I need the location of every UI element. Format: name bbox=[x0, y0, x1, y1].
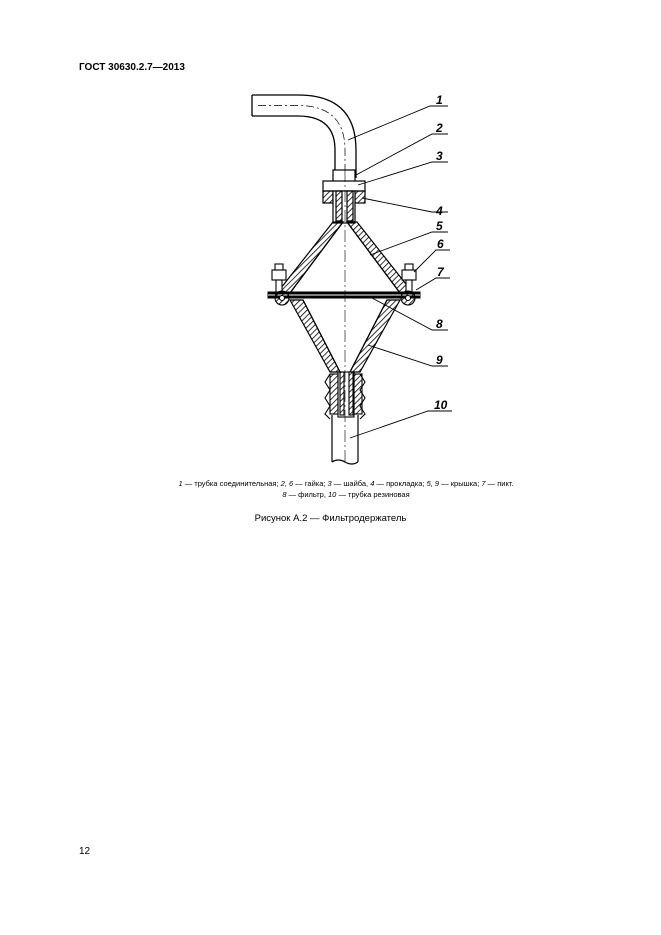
legend-text: — трубка резиновая bbox=[336, 490, 410, 499]
figure-legend bbox=[100, 478, 592, 500]
callout-9: 9 bbox=[436, 353, 443, 367]
legend-num: 3 bbox=[327, 479, 332, 488]
legend-text: — фильтр, bbox=[286, 490, 329, 499]
legend-text: — гайка; bbox=[293, 479, 328, 488]
filter-disc bbox=[268, 292, 420, 298]
callout-5: 5 bbox=[436, 219, 443, 233]
figure-title: Рисунок А.2 — Фильтродержатель bbox=[254, 513, 407, 524]
nut-assembly bbox=[323, 170, 365, 223]
legend-num: 1 bbox=[178, 479, 183, 488]
legend-num: 2, 6 bbox=[280, 479, 294, 488]
callout-1: 1 bbox=[436, 93, 443, 107]
callout-8: 8 bbox=[436, 317, 443, 331]
callout-10: 10 bbox=[434, 398, 448, 412]
document-header: ГОСТ 30630.2.7—2013 bbox=[79, 62, 185, 73]
legend-text: — крышка; bbox=[439, 479, 482, 488]
legend-num: 7 bbox=[481, 479, 486, 488]
connecting-tube bbox=[252, 95, 356, 178]
legend-num: 4 bbox=[370, 479, 375, 488]
legend-line-2 bbox=[100, 489, 592, 500]
callout-6: 6 bbox=[437, 237, 444, 251]
callout-4: 4 bbox=[436, 204, 443, 218]
legend-num: 8 bbox=[282, 490, 287, 499]
legend-text: — шайба, bbox=[331, 479, 371, 488]
legend-text: — прокладка; bbox=[374, 479, 427, 488]
legend-text: — трубка соединительная; bbox=[182, 479, 281, 488]
legend-text: — пикт. bbox=[485, 479, 514, 488]
callout-2: 2 bbox=[436, 121, 443, 135]
page-number: 12 bbox=[79, 846, 91, 857]
legend-num: 10 bbox=[328, 490, 337, 499]
callout-7: 7 bbox=[437, 265, 444, 279]
callout-labels bbox=[434, 93, 448, 412]
legend-line-1 bbox=[100, 478, 592, 489]
legend-num: 5, 9 bbox=[426, 479, 440, 488]
callout-3: 3 bbox=[436, 149, 443, 163]
